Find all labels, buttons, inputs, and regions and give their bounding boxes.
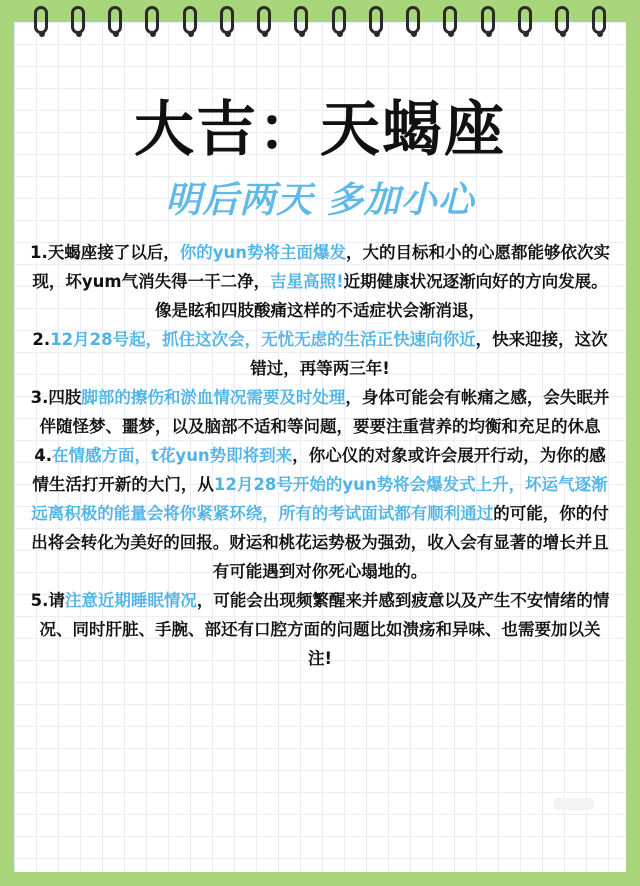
binding-ring [220, 6, 234, 34]
binding-ring [294, 6, 308, 34]
binding-ring [443, 6, 457, 34]
highlight-segment: 你的yun势将主面爆发 [179, 243, 346, 262]
page-title: 大吉：天蝎座 [134, 95, 506, 165]
paragraph-4 [30, 441, 610, 586]
text-segment: ，大的目标和小的心愿都能够依次实现，坏yum气消失得一干二净， [32, 243, 610, 291]
horoscope-body [30, 238, 610, 673]
highlight-segment: 12月28号起，抓住这次会，无忧无虑的生活正快速向你近 [50, 330, 476, 349]
binding-ring [518, 6, 532, 34]
text-segment: 的可能，你的付出将会转化为美好的回报。财运和桃花运势极为强劲，收入会有显著的增长并且有可能遇到对你死心塌地的。 [31, 504, 609, 581]
text-segment: ，你心仪的对象或许会展开行动，为你的感情生活打开新的大门，从 [32, 446, 606, 494]
spiral-binding [14, 6, 626, 40]
binding-ring [71, 6, 85, 34]
binding-ring [369, 6, 383, 34]
text-segment: ，可能会出现频繁醒来并感到疲意以及产生不安情绪的情况、同时肝脏、手腕、部还有口腔方面的问题比如溃疡和异味、也需要加以关注! [39, 591, 610, 668]
highlight-segment: 在情感方面，t花yun势即将到来 [52, 446, 293, 465]
binding-ring [481, 6, 495, 34]
text-segment: 2. [32, 330, 51, 349]
text-segment: 5.请 [30, 591, 65, 610]
binding-ring [108, 6, 122, 34]
binding-ring [183, 6, 197, 34]
text-segment: 1.天蝎座接了以后， [30, 243, 180, 262]
binding-ring [592, 6, 606, 34]
paragraph-3 [30, 383, 610, 441]
binding-ring [34, 6, 48, 34]
highlight-segment: 注意近期睡眠情况 [64, 591, 197, 610]
binding-ring [332, 6, 346, 34]
watermark [554, 798, 594, 810]
text-segment: ，快来迎接，这次错过，再等两三年! [250, 330, 608, 378]
text-segment: 3.四肢 [30, 388, 82, 407]
text-segment: ，身体可能会有帐痛之感，会失眠并伴随怪梦、噩梦，以及脑部不适和等问题，要要注重营养的均衡和充足的休息 [39, 388, 610, 436]
highlight-segment: 吉星高照! [270, 272, 344, 291]
highlight-segment: 脚部的擦伤和淤血情况需要及时处理 [81, 388, 346, 407]
text-segment: 近期健康状况逐渐向好的方向发展。像是眩和四肢酸痛这样的不适症状会渐消退， [155, 272, 608, 320]
paragraph-2 [30, 325, 610, 383]
binding-ring [555, 6, 569, 34]
binding-ring [406, 6, 420, 34]
text-segment: 4. [34, 446, 53, 465]
binding-ring [257, 6, 271, 34]
page-subtitle: 明后两天 多加小心 [165, 180, 475, 221]
highlight-segment: 12月28号开始的yun势将会爆发式上升，坏运气逐渐远离积极的能量会将你紧紧环绕，所有的考试面试都有顺利通过 [31, 475, 608, 523]
binding-ring [145, 6, 159, 34]
paragraph-1 [30, 238, 610, 325]
paragraph-5 [30, 586, 610, 673]
